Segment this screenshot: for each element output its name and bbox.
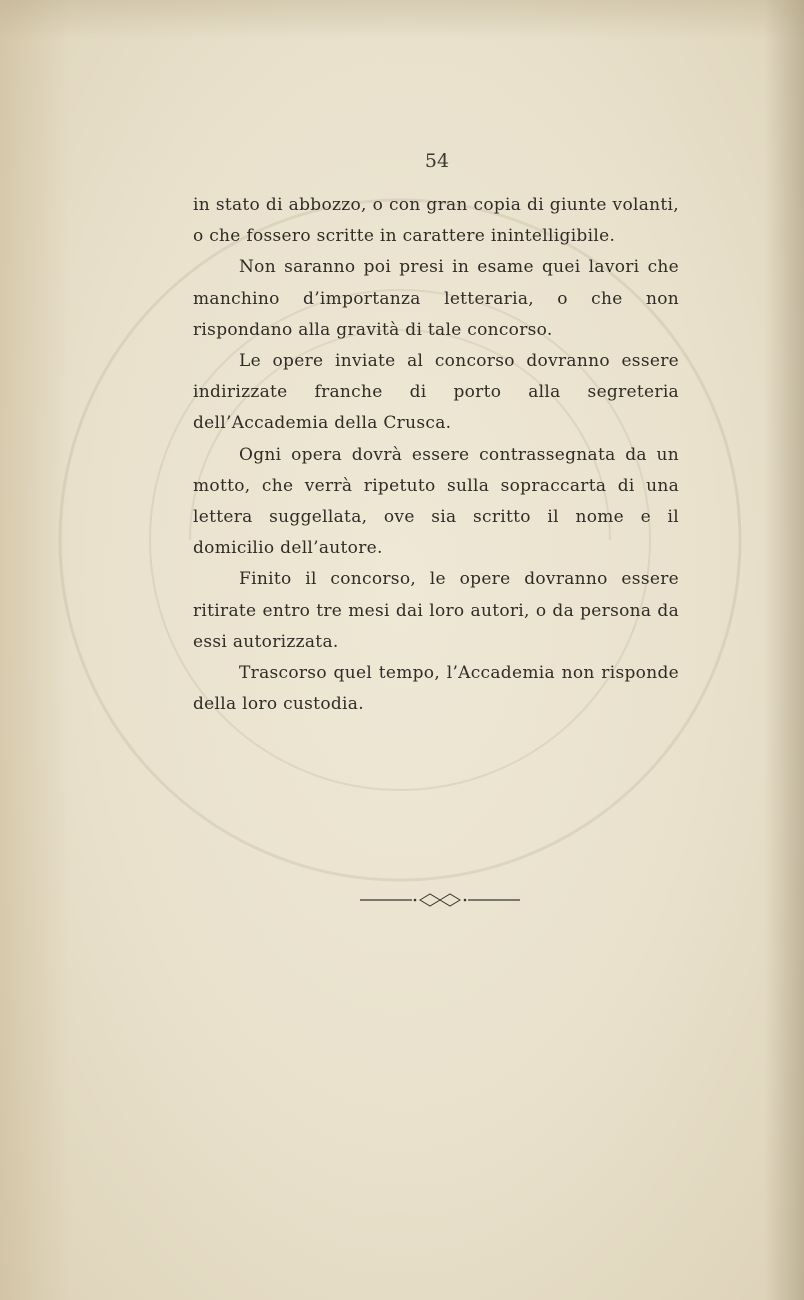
paragraph: Finito il concorso, le opere dovranno essere ritirate entro tre mesi dai loro autori, o da persona da essi autorizzata. — [193, 569, 679, 652]
paragraph: in stato di abbozzo, o con gran copia di giunte volanti, o che fossero scritte in carattere inintelligibile. — [193, 195, 679, 247]
paragraph: Le opere inviate al concorso dovranno essere indirizzate franche di porto alla segreteria dell’Accademia della Crusca. — [193, 351, 679, 434]
paragraph: Non saranno poi presi in esame quei lavori che manchino d’importanza letteraria, o che non rispondano alla gravità di tale concorso. — [193, 257, 679, 340]
paragraph: Trascorso quel tempo, l’Accademia non risponde della loro custodia. — [193, 663, 679, 715]
end-ornament-divider — [360, 890, 520, 910]
body-text — [193, 190, 679, 720]
page-edge-shadow-right — [764, 0, 804, 1300]
paragraph: Ogni opera dovrà essere contrassegnata da un motto, che verrà ripetuto sulla sopraccarta di una lettera suggellata, ove sia scritto il nome e il domicilio dell’autore. — [193, 444, 679, 559]
page-edge-shadow-top — [0, 0, 804, 40]
page-number: 54 — [424, 150, 450, 172]
